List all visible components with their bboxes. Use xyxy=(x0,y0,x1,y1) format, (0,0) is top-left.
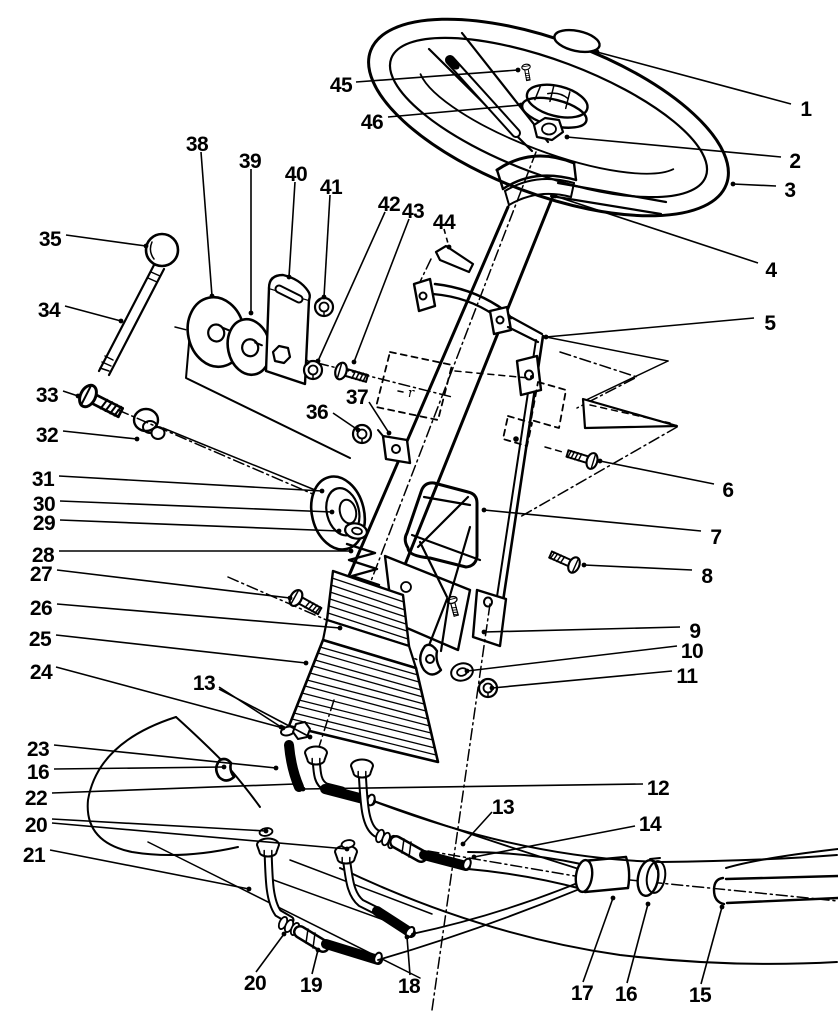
leader-30 xyxy=(60,501,334,514)
sleeve-17 xyxy=(574,857,629,893)
leader-16-left xyxy=(54,765,226,770)
callout-19: 19 xyxy=(299,974,323,997)
leader-17 xyxy=(583,896,615,982)
dash-panel-edge xyxy=(546,337,668,361)
leader-15 xyxy=(701,905,724,984)
callout-26: 26 xyxy=(29,597,53,620)
callout-13-left: 13 xyxy=(192,672,216,695)
callout-33: 33 xyxy=(35,384,59,407)
callout-14: 14 xyxy=(638,813,662,836)
callout-45: 45 xyxy=(329,74,353,97)
hub-nut xyxy=(534,118,563,140)
leader-11 xyxy=(490,671,672,690)
callout-28: 28 xyxy=(31,544,55,567)
leader-3 xyxy=(731,182,776,187)
collar-top xyxy=(497,156,574,170)
callout-9: 9 xyxy=(689,620,701,643)
leader-32 xyxy=(63,431,139,441)
hose-18-left xyxy=(326,944,378,960)
callout-25: 25 xyxy=(28,628,52,651)
leader-4 xyxy=(553,194,758,263)
leader-33 xyxy=(63,391,80,398)
callout-4: 4 xyxy=(765,259,777,282)
leader-36 xyxy=(333,413,360,432)
callout-43: 43 xyxy=(401,200,425,223)
elbow-nut xyxy=(305,747,327,765)
callout-21: 21 xyxy=(22,844,46,867)
callout-10: 10 xyxy=(680,640,704,663)
callout-20-left: 20 xyxy=(24,814,48,837)
callout-16-right: 16 xyxy=(614,983,638,1006)
leader-28 xyxy=(59,549,353,554)
bolt-27 xyxy=(287,588,324,619)
lever-bolt-33 xyxy=(76,382,126,422)
leader-41 xyxy=(322,195,330,299)
leader-8 xyxy=(582,563,692,570)
leader-38 xyxy=(201,152,214,298)
column-tube-edge xyxy=(345,207,508,578)
callout-2: 2 xyxy=(789,150,801,173)
leader-27 xyxy=(57,570,292,600)
leader-1 xyxy=(595,50,791,104)
callout-41: 41 xyxy=(319,176,343,199)
cap-screw xyxy=(521,64,532,81)
callout-34: 34 xyxy=(37,299,61,322)
callout-16-left: 16 xyxy=(26,761,50,784)
callout-22: 22 xyxy=(24,787,48,810)
callout-6: 6 xyxy=(722,479,734,502)
callout-30: 30 xyxy=(32,493,56,516)
washer-10 xyxy=(449,661,475,683)
lever-nut-32 xyxy=(134,409,165,439)
callout-32: 32 xyxy=(35,424,59,447)
callout-23: 23 xyxy=(26,738,50,761)
callout-42: 42 xyxy=(377,193,401,216)
callout-37: 37 xyxy=(345,386,369,409)
callout-5: 5 xyxy=(764,312,776,335)
callout-12: 12 xyxy=(646,777,670,800)
leader-25 xyxy=(56,635,308,665)
leader-35 xyxy=(66,235,148,248)
leader-40 xyxy=(287,182,295,279)
callout-24: 24 xyxy=(29,661,53,684)
fender-loop xyxy=(88,717,238,855)
callout-labels xyxy=(23,74,813,1007)
callout-27: 27 xyxy=(29,563,53,586)
leader-21 xyxy=(50,850,251,891)
callout-7: 7 xyxy=(710,526,722,549)
leader-20-left xyxy=(52,819,349,851)
stirrup-pedal-7 xyxy=(405,483,480,567)
callout-31: 31 xyxy=(31,468,55,491)
leader-29 xyxy=(60,520,341,533)
leader-34 xyxy=(65,306,123,323)
leader-12 xyxy=(301,784,643,791)
leader-24 xyxy=(56,667,285,730)
leader-43 xyxy=(352,219,409,364)
callout-29: 29 xyxy=(32,512,56,535)
leader-13-right xyxy=(461,812,492,846)
leader-2 xyxy=(565,135,781,157)
leader-10 xyxy=(465,646,677,673)
horn-button xyxy=(552,26,601,55)
callout-46: 46 xyxy=(360,111,384,134)
panel-tab xyxy=(517,356,541,395)
clamp-16 xyxy=(635,858,668,897)
callout-35: 35 xyxy=(38,228,62,251)
support-bracket xyxy=(414,279,542,342)
callout-18: 18 xyxy=(397,975,421,998)
panel-screw-8 xyxy=(547,547,582,574)
steering-column xyxy=(345,152,576,620)
leader-31 xyxy=(59,476,324,493)
leader-23 xyxy=(54,745,278,770)
hub-hardware xyxy=(519,64,593,140)
callout-13-right: 13 xyxy=(491,796,515,819)
leader-19 xyxy=(312,948,320,974)
panel-screw-6 xyxy=(565,446,599,470)
hose-group xyxy=(88,700,838,978)
callout-11: 11 xyxy=(676,665,698,688)
callout-15: 15 xyxy=(688,984,712,1007)
detail-mark: r xyxy=(407,386,415,401)
callout-1: 1 xyxy=(800,98,812,121)
leader-20-bottom xyxy=(256,932,286,972)
angle-bracket xyxy=(583,399,677,428)
elbow-nut xyxy=(351,760,373,778)
leader-9 xyxy=(482,627,680,634)
leader-5 xyxy=(544,318,754,339)
callout-20-bottom: 20 xyxy=(243,972,267,995)
callout-39: 39 xyxy=(238,150,262,173)
leader-16-right xyxy=(627,902,650,983)
leader-39 xyxy=(249,169,254,315)
callout-38: 38 xyxy=(185,133,209,156)
leader-42 xyxy=(316,212,385,363)
callout-44: 44 xyxy=(432,211,456,234)
leader-22 xyxy=(52,782,297,793)
callout-36: 36 xyxy=(305,401,329,424)
leader-18 xyxy=(405,935,410,975)
callout-40: 40 xyxy=(284,163,308,186)
hose-23 xyxy=(289,745,299,787)
hose-18 xyxy=(377,911,411,933)
nut-42 xyxy=(304,361,322,379)
clip-37 xyxy=(378,430,410,463)
bolt-43 xyxy=(333,361,369,386)
hook-bracket xyxy=(420,645,441,675)
callout-8: 8 xyxy=(701,565,713,588)
nut-41 xyxy=(315,298,333,316)
callout-3: 3 xyxy=(784,179,796,202)
callout-17: 17 xyxy=(570,982,594,1005)
